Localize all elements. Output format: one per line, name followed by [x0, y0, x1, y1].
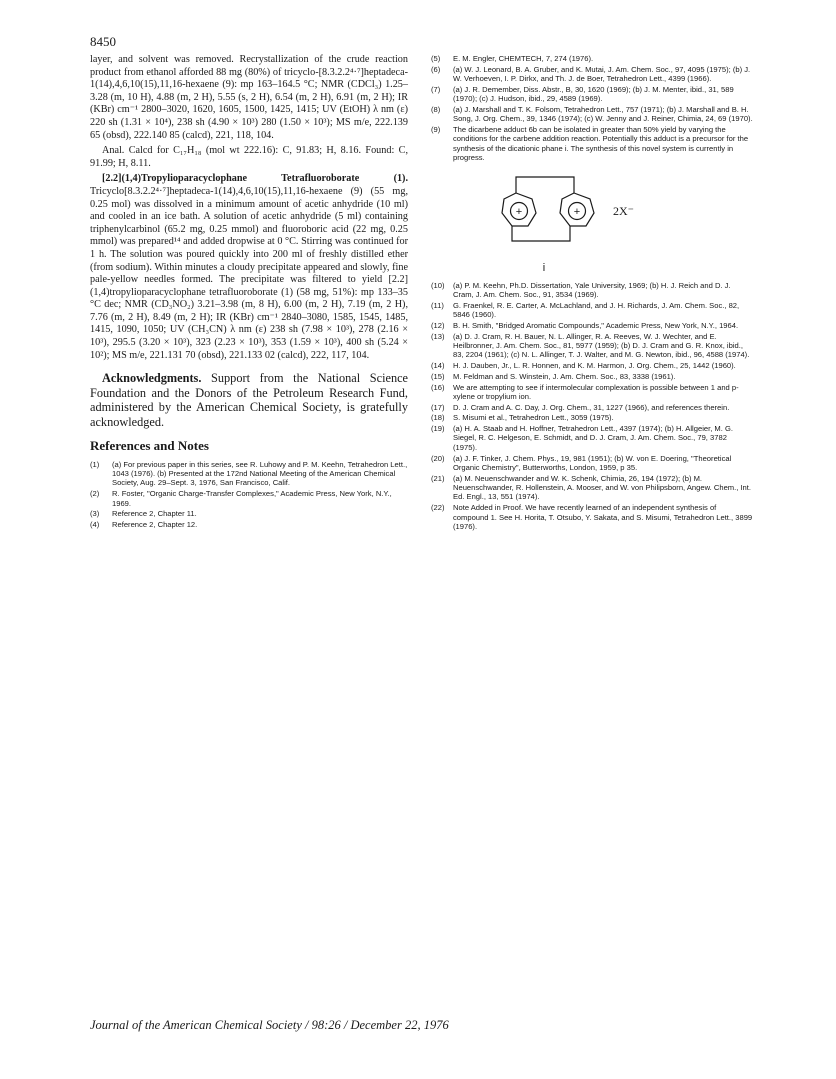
reference-item: [90, 520, 408, 529]
acknowledgments-heading: Acknowledgments.: [102, 371, 202, 386]
reference-text: R. Foster, "Organic Charge-Transfer Complexes," Academic Press, New York, N.Y., 1969.: [112, 489, 392, 508]
reference-text: (a) For previous paper in this series, see R. Luhowy and P. M. Keehn, Tetrahedron Lett., 1043 (1976). (b) Presented at the 172nd National Meeting of the American Chemical Society, Aug. 29–Sept. 3, 1976, San Francisco, Calif.: [112, 459, 408, 488]
reference-number: (16): [431, 382, 445, 392]
reference-number: (5): [431, 54, 441, 63]
reference-item: [431, 403, 753, 412]
reference-text: (a) P. M. Keehn, Ph.D. Dissertation, Yale University, 1969; (b) H. J. Reich and D. J. Cram, J. Am. Chem. Soc., 91, 3534 (1969).: [453, 280, 731, 300]
right-plus-charge: +: [573, 205, 581, 218]
reference-text: (a) M. Neuenschwander and W. K. Schenk, Chimia, 26, 194 (1972); (b) M. Neuenschwander, R. Hollenstein, A. Mooser, and W. von Philipsborn, Angew. Chem., Int. Ed. Engl., 13, 551 (1974).: [453, 473, 752, 502]
reference-number: (10): [431, 280, 445, 290]
analysis-paragraph: Anal. Calcd for C₁₇H₁₈ (mol wt 222.16): C, 91.83; H, 8.16. Found: C, 91.99; H, 8.11.: [90, 145, 408, 169]
reference-text: H. J. Dauben, Jr., L. R. Honnen, and K. M. Harmon, J. Org. Chem., 25, 1442 (1960).: [453, 361, 736, 371]
reference-number: (11): [431, 300, 444, 310]
reference-item: [431, 332, 753, 360]
references-heading: References and Notes: [90, 437, 209, 453]
reference-number: (2): [90, 489, 100, 499]
reference-number: (20): [431, 453, 445, 463]
compound-heading: [2.2](1,4)Tropylioparacyclophane Tetrafluoroborate (1).: [102, 173, 408, 185]
compound-i-label: i: [542, 261, 546, 274]
page-number: 8450: [90, 34, 116, 49]
reference-number: (22): [431, 503, 445, 513]
reference-number: (9): [431, 125, 441, 135]
reference-text: D. J. Cram and A. C. Day, J. Org. Chem., 31, 1227 (1966), and references therein.: [453, 402, 730, 412]
reference-text: G. Fraenkel, R. E. Carter, A. McLachland, and J. H. Richards, J. Am. Chem. Soc., 82, 5846 (1960).: [453, 300, 740, 320]
acknowledgments-paragraph: [90, 371, 408, 429]
reference-text: (a) J. F. Tinker, J. Chem. Phys., 19, 981 (1951); (b) W. von E. Doering, "Theoretical Organic Chemistry", Butterworths, London, 1959, p 35.: [453, 453, 732, 472]
reference-text: The dicarbene adduct 6b can be isolated in greater than 50% yield by varying the conditions for the carbene addition reaction. Potentially this adduct is a precursor for the synthesis of the dicationic phane i. The synthesis of this novel system is currently in progress.: [453, 125, 749, 163]
dication-structure-drawing: [431, 167, 753, 277]
experimental-paragraph-1: layer, and solvent was removed. Recrystallization of the crude reaction product from ethanol afforded 88 mg (80%) of tricyclo-[8.3.2.2⁴·⁷]heptadeca-1(14),4,6,10(15),11,16-hexaene (9): mp 163–164.5 °C; NMR (CDCl₃) 1.25–3.28 (m, 10 H), 4.88 (m, 2 H), 5.55 (s, 2 H), 6.54 (m, 2 H), 6.91 (m, 2 H); IR (KBr) cm⁻¹ 2800–3020, 1620, 1605, 1500, 1425, 1415; UV (EtOH) λ nm (ε) 220 sh (1.31 × 10⁴), 238 sh (4.90 × 10³) 280 (1.50 × 10³); MS m/e, 222.139 65 (obsd), 222.140 85 (calcd), 221, 118, 104.: [90, 54, 408, 141]
compound-text: Tricyclo[8.3.2.2⁴·⁷]heptadeca-1(14),4,6,10(15),11,16-hexaene (9) (55 mg, 0.25 mol) was dissolved in a minimum amount of acetic anhydride (10 ml) and cooled in an ice bath. A solution of acetic anhydride (5 ml) containing triphenylcarbinol (65.2 mg, 0.25 mmol) and fluoroboric acid (22 mg, 0.25 mmol) was prepared¹⁴ and added dropwise at 0 °C. Stirring was continued for 1 h. The solution was poured quickly into 200 ml of freshly distilled ether (from sodium). Within minutes a cloudy precipitate appeared and slowly, fine pale-yellow needles formed. The precipitate was filtered to yield [2.2](1,4)tropylioparacyclophane tetrafluoroborate (1) (58 mg, 51%): mp 133–35 °C dec; NMR (CD₃NO₂) 3.21–3.98 (m, 8 H), 6.00 (m, 2 H), 7.19 (m, 2 H), 7.76 (m, 2 H), 8.49 (m, 2 H); IR (KBr) cm⁻¹ 2840–3080, 1585, 1545, 1485, 1415, 1090, 1050; UV (CH₃CN) λ nm (ε) 238 sh (7.98 × 10³), 278 (2.16 × 10³), 295.5 (3.20 × 10³), 323 (2.23 × 10³), 353 (1.59 × 10³), 400 sh (5.24 × 10²); MS m/e, 221.131 70 (obsd), 221.133 02 (calcd), 222, 117, 104.: [90, 185, 408, 361]
reference-number: (7): [431, 84, 441, 94]
reference-text: Note Added in Proof. We have recently learned of an independent synthesis of compound 1. See H. Horita, T. Otsubo, Y. Sakata, and S. Misumi, Tetrahedron Lett., 3899 (1976).: [453, 503, 753, 531]
reference-text: (a) J. R. Demember, Diss. Abstr., B, 30, 1620 (1969); (b) J. M. Menter, ibid., 31, 589 (1970); (c) J. Hudson, ibid., 29, 4589 (1969).: [453, 84, 734, 104]
reference-list-right-bottom: [431, 281, 753, 532]
reference-number: (15): [431, 371, 445, 381]
reference-text: Reference 2, Chapter 12.: [112, 519, 198, 529]
reference-item: [431, 503, 753, 531]
reference-item: [90, 489, 408, 508]
reference-number: (1): [90, 459, 100, 469]
reference-item: [431, 372, 753, 381]
left-plus-charge: +: [515, 205, 523, 218]
reference-text: Reference 2, Chapter 11.: [112, 509, 197, 519]
reference-item: [90, 509, 408, 518]
reference-item: [431, 105, 753, 124]
reference-item: [431, 281, 753, 300]
reference-number: (6): [431, 64, 441, 74]
reference-text: (a) W. J. Leonard, B. A. Gruber, and K. Mutai, J. Am. Chem. Soc., 97, 4095 (1975); (b) J. W. Verhoeven, I. P. Dirkx, and Th. J. de Boer, Tetrahedron Lett., 4399 (1966).: [453, 64, 751, 84]
right-column: [431, 54, 753, 533]
top-ethano-bridge: [516, 177, 574, 193]
reference-item: [431, 301, 753, 320]
reference-item: [431, 361, 753, 370]
reference-list-right-top: [431, 54, 753, 163]
reference-item: [431, 424, 753, 452]
bottom-ethano-bridge: [512, 226, 570, 241]
reference-number: (17): [431, 402, 445, 412]
reference-number: (13): [431, 331, 445, 341]
reference-number: (12): [431, 320, 445, 330]
reference-text: (a) H. A. Staab and H. Hoffner, Tetrahedron Lett., 4397 (1974); (b) H. Allgeier, M. G. Siegel, R. C. Helgeson, E. Schmidt, and D. J. Cram, J. Am. Chem. Soc., 79, 3782 (1975).: [453, 424, 733, 452]
journal-footer: Journal of the American Chemical Society / 98:26 / December 22, 1976: [90, 1018, 449, 1032]
reference-item: [431, 321, 753, 330]
reference-number: (19): [431, 424, 445, 434]
reference-text: M. Feldman and S. Winstein, J. Am. Chem. Soc., 83, 3338 (1961).: [453, 371, 676, 381]
reference-number: (14): [431, 361, 445, 371]
dication-structure-figure: [431, 167, 753, 277]
reference-text: (a) J. Marshall and T. K. Folsom, Tetrahedron Lett., 757 (1971); (b) J. Marshall and B. H. Song, J. Org. Chem., 39, 1346 (1974); (c) W. Jenny and J. Reiner, Chimia, 24, 69 (1970).: [453, 104, 753, 124]
reference-text: (a) D. J. Cram, R. H. Bauer, N. L. Allinger, R. A. Reeves, W. J. Wechter, and E. Heilbronner, J. Am. Chem. Soc., 81, 5977 (1959); (b) D. J. Cram and G. R. Knox, ibid., 83, 2204 (1961); (c) N. L. Allinger, T. J. Walter, and M. G. Newton, ibid., 96, 4588 (1974).: [453, 331, 750, 360]
reference-item: [431, 65, 753, 84]
reference-number: (8): [431, 104, 441, 114]
reference-item: [431, 383, 753, 402]
counterion-label: 2X⁻: [613, 203, 634, 218]
reference-item: [90, 460, 408, 488]
reference-number: (3): [90, 509, 100, 519]
reference-item: [431, 125, 753, 163]
reference-number: (4): [90, 519, 100, 529]
reference-text: B. H. Smith, "Bridged Aromatic Compounds," Academic Press, New York, N.Y., 1964.: [453, 320, 739, 330]
reference-list-left: [90, 460, 408, 530]
acknowledgments-text: Support from the National Science Foundation and the Donors of the Petroleum Research Fund, administered by the American Chemical Society, is gratefully acknowledged.: [90, 371, 409, 430]
reference-item: [431, 54, 753, 63]
reference-item: [431, 85, 753, 104]
reference-number: (21): [431, 473, 445, 483]
compound-paragraph: [90, 173, 408, 362]
reference-text: We are attempting to see if intermolecular complexation is possible between 1 and p-xylene or tropylium ion.: [453, 382, 739, 401]
reference-text: S. Misumi et al., Tetrahedron Lett., 3059 (1975).: [453, 413, 614, 423]
left-column: [90, 54, 408, 531]
reference-item: [431, 454, 753, 473]
reference-number: (18): [431, 413, 445, 423]
reference-item: [431, 474, 753, 502]
reference-item: [431, 413, 753, 422]
reference-text: E. M. Engler, CHEMTECH, 7, 274 (1976).: [453, 54, 594, 63]
